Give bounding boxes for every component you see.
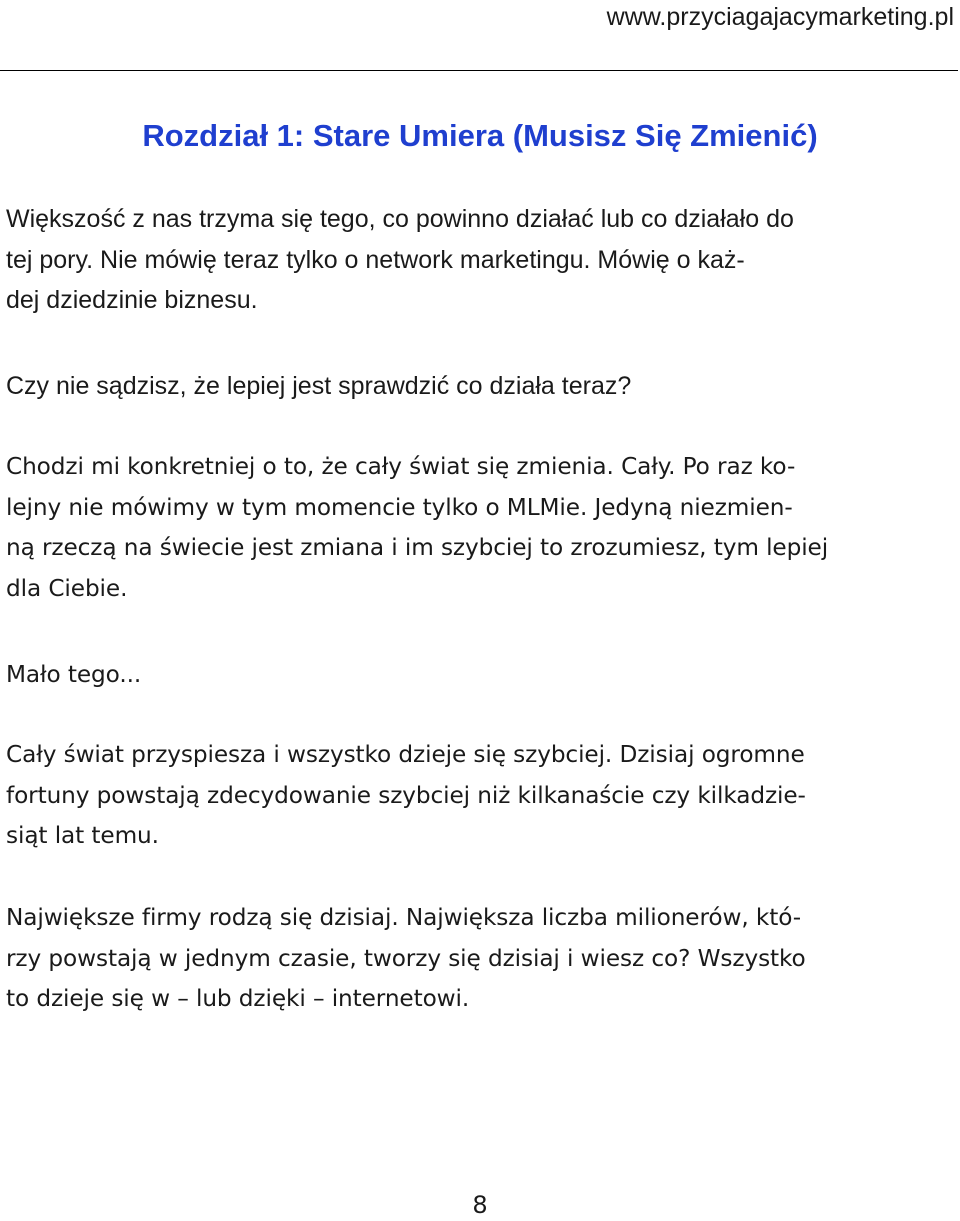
paragraph-line: siąt lat temu. <box>6 822 159 849</box>
paragraph-line: to dzieje się w – lub dzięki – internetowi. <box>6 985 470 1012</box>
paragraph-line: tej pory. Nie mówię teraz tylko o network marketingu. Mówię o każ- <box>6 245 745 274</box>
paragraph-line: Chodzi mi konkretniej o to, że cały świat się zmienia. Cały. Po raz ko- <box>6 453 796 480</box>
page-number: 8 <box>472 1191 488 1219</box>
paragraph-line: rzy powstają w jednym czasie, tworzy się dzisiaj i wiesz co? Wszystko <box>6 944 806 972</box>
paragraph-line: ną rzeczą na świecie jest zmiana i im szybciej to zrozumiesz, tym lepiej <box>6 534 829 561</box>
paragraph-line: Czy nie sądzisz, że lepiej jest sprawdzić co działa teraz? <box>6 372 632 400</box>
paragraph-line: lejny nie mówimy w tym momencie tylko o MLMie. Jedyną niezmien- <box>6 493 793 521</box>
paragraph-6 <box>6 898 806 1020</box>
paragraph-line: dla Ciebie. <box>6 574 128 602</box>
paragraph-1 <box>6 199 794 321</box>
paragraph-line: Cały świat przyspiesza i wszystko dzieje się szybciej. Dzisiaj ogromne <box>6 741 805 768</box>
paragraph-line: fortuny powstają zdecydowanie szybciej niż kilkanaście czy kilkadzie- <box>6 781 806 809</box>
paragraph-line: Mało tego... <box>6 661 142 688</box>
paragraph-3 <box>6 447 828 609</box>
paragraph-line: Największe firmy rodzą się dzisiaj. Największa liczba milionerów, któ- <box>6 904 801 931</box>
header-divider <box>0 70 958 71</box>
paragraph-line: dej dziedzinie biznesu. <box>6 286 258 314</box>
paragraph-line: Większość z nas trzyma się tego, co powinno działać lub co działało do <box>6 205 794 233</box>
paragraph-5 <box>6 735 806 857</box>
header-website-url: www.przyciagajacymarketing.pl <box>606 3 954 31</box>
paragraph-4 <box>6 655 141 696</box>
chapter-title: Rozdział 1: Stare Umiera (Musisz Się Zmienić) <box>142 118 818 153</box>
paragraph-2 <box>6 366 631 407</box>
